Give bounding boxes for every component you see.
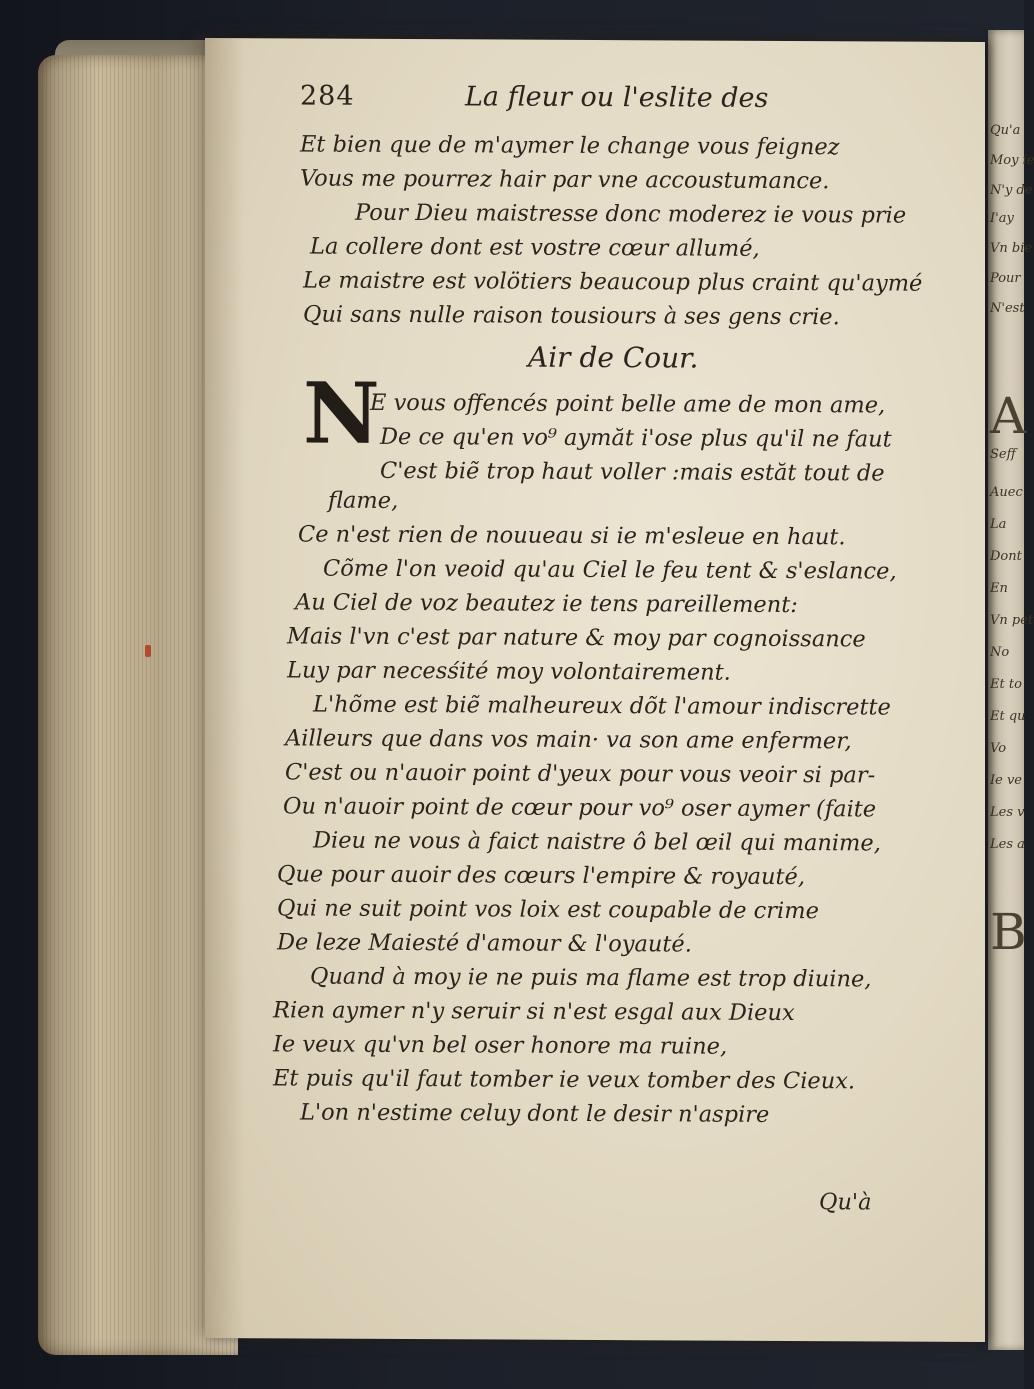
verse-line: L'on n'estime celuy dont le desir n'aspire [300, 1099, 770, 1128]
verse-line: Luy par necesśité moy volontairement. [287, 657, 731, 686]
verse-line: De leze Maiesté d'amour & l'oyauté. [277, 929, 692, 958]
verse-line: C'est biẽ trop haut voller :mais estăt tout de [380, 457, 885, 487]
running-title: La fleur ou l'eslite des [465, 81, 769, 114]
page-text [205, 38, 985, 1342]
facing-fragment: Seff [990, 447, 1016, 462]
verse-line: Rien aymer n'y seruir si n'est esgal aux Dieux [273, 997, 795, 1027]
verse-line: Dieu ne vous à faict naistre ô bel œil qui manime, [313, 827, 881, 857]
facing-fragment: Vo [990, 741, 1007, 756]
facing-fragment: En [990, 581, 1008, 596]
facing-fragment: Les v [990, 805, 1025, 820]
facing-fragment: Ie ve [990, 773, 1022, 788]
facing-fragment: N'est [990, 301, 1025, 316]
facing-fragment: Vn pet [990, 613, 1034, 628]
facing-fragment: Qu'a [990, 123, 1021, 138]
section-heading: Air de Cour. [528, 340, 699, 375]
facing-fragment: Et to [990, 677, 1022, 692]
verse-line: La collere dont est vostre cœur allumé, [310, 233, 760, 262]
facing-fragment: A [990, 387, 1027, 445]
verse-line: Qui sans nulle raison tousiours à ses gens crie. [303, 301, 840, 331]
facing-fragment: Et qu [990, 709, 1026, 724]
verse-line: Ie veux qu'vn bel oser honore ma ruine, [273, 1031, 728, 1060]
verse-line: Vous me pourrez hair par vne accoustumance. [300, 165, 830, 195]
verse-line: flame, [328, 487, 399, 514]
facing-fragment: Moy ie [990, 153, 1034, 168]
verse-line: Ailleurs que dans vos main· va son ame enfermer, [285, 725, 852, 755]
facing-fragment: Dont [990, 549, 1022, 564]
facing-fragment: B [990, 903, 1027, 961]
facing-fragment: Pour [990, 271, 1021, 286]
verse-line: Pour Dieu maistresse donc moderez ie vous prie [355, 199, 907, 229]
verse-line: Ce n'est rien de nouueau si ie m'esleue en haut. [298, 521, 846, 551]
facing-fragment: I'ay [990, 211, 1014, 226]
verse-line: Que pour auoir des cœurs l'empire & royauté, [277, 861, 805, 891]
facing-fragment: La [990, 517, 1007, 532]
facing-fragment: N'y de [990, 183, 1033, 198]
verse-line: Et puis qu'il faut tomber ie veux tomber des Cieux. [273, 1065, 856, 1095]
drop-cap: N [303, 363, 380, 463]
verse-line: Et bien que de m'aymer le change vous feignez [300, 131, 840, 161]
verse-line: L'hõme est biẽ malheureux dõt l'amour indiscrette [313, 691, 891, 721]
verse-line: De ce qu'en vo⁹ aymăt i'ose plus qu'il ne faut [380, 423, 892, 453]
verse-line: Quand à moy ie ne puis ma flame est trop diuine, [310, 963, 872, 993]
verse-line: Le maistre est volötiers beaucoup plus craint qu'aymé [303, 267, 923, 297]
verse-line: Ou n'auoir point de cœur pour vo⁹ oser aymer (faite [283, 793, 877, 823]
facing-fragment: No [990, 645, 1010, 660]
verse-line: Qui ne suit point vos loix est coupable de crime [277, 895, 819, 925]
book-page [205, 38, 985, 1342]
verse-line: Mais l'vn c'est par nature & moy par cognoissance [287, 623, 866, 653]
running-header [300, 80, 940, 127]
verse-line: Cõme l'on veoid qu'au Ciel le feu tent & s'eslance, [323, 555, 897, 585]
verse-line: Au Ciel de voz beautez ie tens pareillement: [295, 589, 798, 619]
facing-page [988, 30, 1034, 1350]
facing-fragment: Les a [990, 837, 1025, 852]
edge-stain [145, 645, 151, 657]
verse-line: C'est ou n'auoir point d'yeux pour vous veoir si par- [285, 759, 876, 789]
page-number: 284 [300, 80, 355, 112]
facing-fragment: Vn bie [990, 241, 1033, 256]
catchword: Qu'à [819, 1189, 872, 1216]
facing-fragment: Auec [990, 485, 1023, 500]
verse-line: E vous offencés point belle ame de mon ame, [370, 389, 886, 419]
